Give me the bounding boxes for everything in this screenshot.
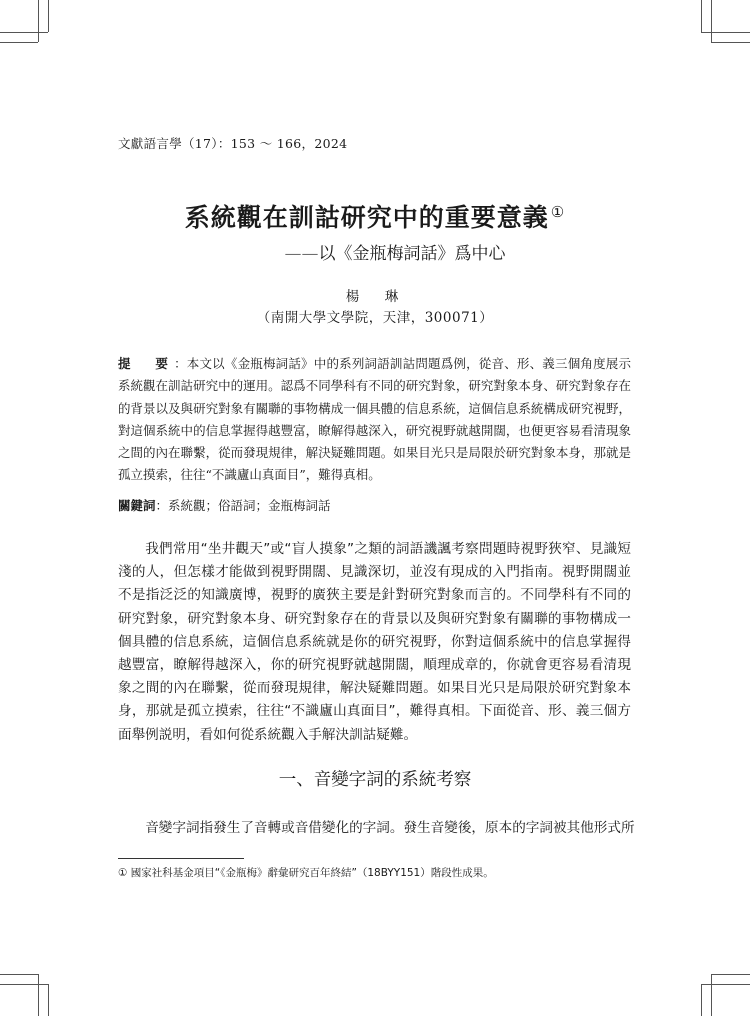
crop-mark	[701, 984, 750, 985]
abstract-label: 提 要	[118, 356, 175, 371]
crop-mark	[711, 0, 712, 42]
body-paragraph: 我們常用“坐井觀天”或“盲人摸象”之類的詞語譏諷考察問題時視野狹窄、見識短淺的人，但怎樣才能做到視野開闊、見識深切，並沒有現成的入門指南。視野開闊並不是指泛泛的知識廣博，視野的廣狹主要是針對研究對象而言的。不同學科有不同的研究對象，研究對象本身、研究對象存在的背景以及與研究對象有關聯的事物構成一個具體的信息系統，這個信息系統就是你的研究視野，你對這個系統中的信息掌握得越豐富，瞭解得越深入，你的研究視野就越開闊，順理成章的，你就會更容易看清現象之間的內在聯繫，從而發現規律，解決疑難問題。如果目光只是局限於研究對象本身，那就是孤立摸索，往往“不識廬山真面目”，難得真相。下面從音、形、義三個方面舉例説明，看如何從系統觀入手解決訓詁疑難。	[118, 541, 631, 743]
article-title	[0, 198, 750, 234]
crop-mark	[711, 42, 750, 43]
title-text: 系統觀在訓詁研究中的重要意義	[184, 203, 549, 232]
keywords-text: ：系統觀；俗語詞；金瓶梅詞話	[155, 498, 331, 513]
author-name: 楊 琳	[345, 289, 405, 305]
crop-mark	[48, 0, 49, 32]
crop-mark	[0, 984, 48, 985]
crop-mark	[701, 32, 750, 33]
crop-mark	[701, 0, 702, 32]
crop-mark	[701, 984, 702, 1016]
keywords-label: 關鍵詞	[118, 498, 156, 513]
crop-mark	[38, 0, 39, 42]
crop-mark	[711, 974, 750, 975]
crop-mark	[0, 42, 38, 43]
title-footnote-mark[interactable]: ①	[550, 203, 566, 221]
crop-mark	[0, 32, 48, 33]
body-paragraph: 音變字詞指發生了音轉或音借變化的字詞。發生音變後，原本的字詞被其他形式所	[145, 820, 635, 836]
footnote: ① 國家社科基金項目“《金瓶梅》辭彙研究百年終結”（18BYY151）階段性成果。	[118, 867, 494, 879]
journal-citation: 文獻語言學（17）：153 ～ 166，2024	[118, 136, 348, 151]
article-subtitle: ——以《金瓶梅詞話》爲中心	[284, 244, 506, 264]
crop-mark	[48, 984, 49, 1016]
section-heading: 一、音變字詞的系統考察	[278, 770, 472, 790]
crop-mark	[0, 974, 38, 975]
author-affiliation: （南開大學文學院，天津，300071）	[256, 310, 494, 326]
abstract	[118, 353, 631, 487]
footnote-divider	[118, 858, 244, 859]
crop-mark	[711, 974, 712, 1016]
crop-mark	[38, 974, 39, 1016]
abstract-text: ：本文以《金瓶梅詞話》中的系列詞語訓詁問題爲例，從音、形、義三個角度展示系統觀在訓詁研究中的運用。認爲不同學科有不同的研究對象，研究對象本身、研究對象存在的背景以及與研究對象有關聯的事物構成一個具體的信息系統，這個信息系統構成研究視野，對這個系統中的信息掌握得越豐富，瞭解得越深入，研究視野就越開闊，也便更容易看清現象之間的內在聯繫，從而發現規律，解決疑難問題。如果目光只是局限於研究對象本身，那就是孤立摸索，往往“不識廬山真面目”，難得真相。	[118, 356, 631, 483]
keywords	[118, 495, 631, 517]
